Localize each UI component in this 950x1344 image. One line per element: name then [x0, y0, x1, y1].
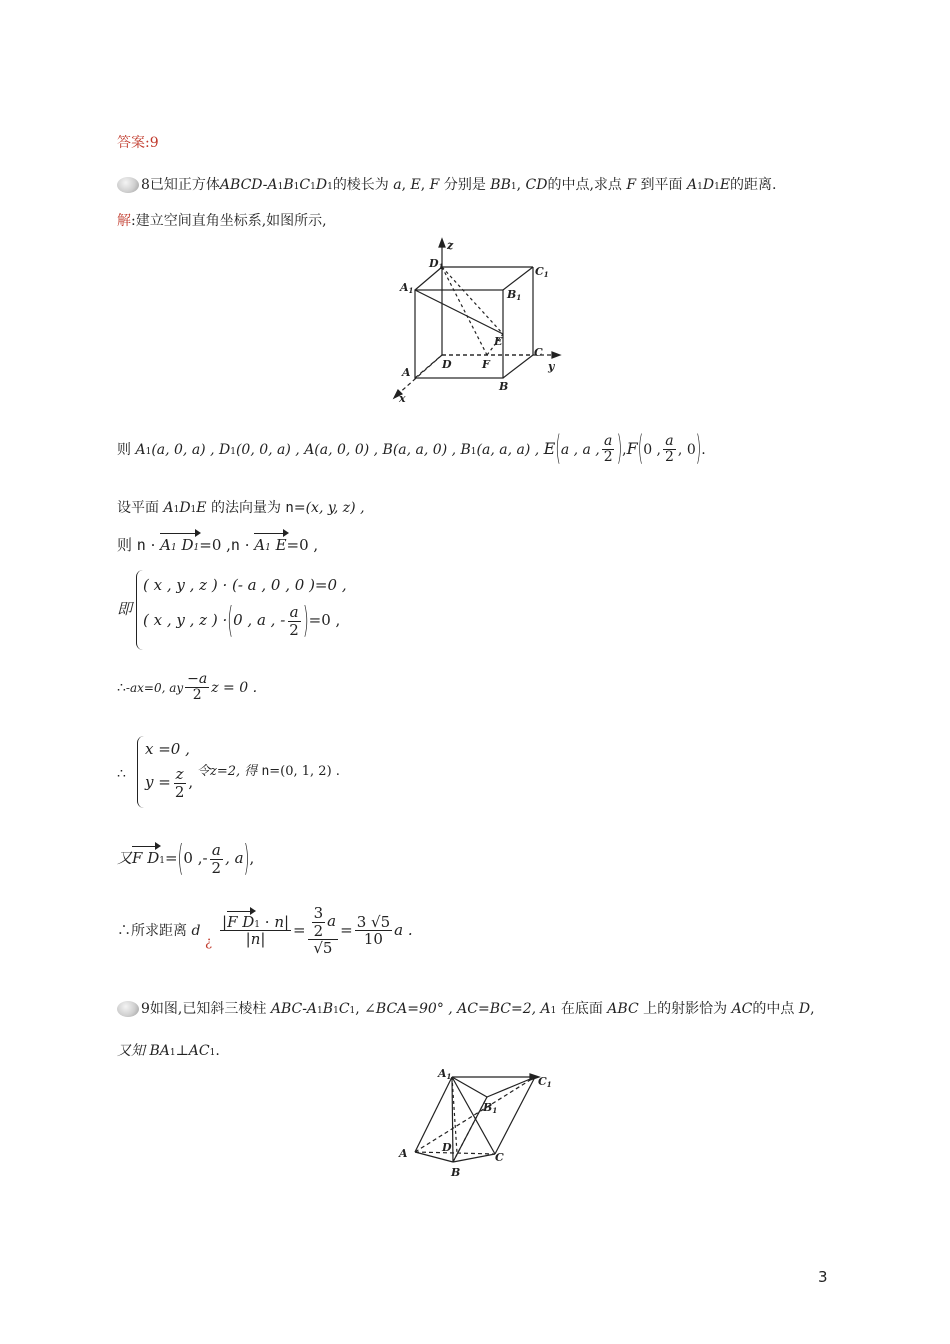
question-number: 8	[141, 177, 150, 193]
vertex-label-b1: B1	[483, 1101, 498, 1115]
system-brace-2	[137, 736, 144, 808]
vertex-label-a: A	[399, 1147, 408, 1160]
vertex-label-c1: C1	[538, 1075, 552, 1089]
question-badge-icon	[117, 177, 139, 193]
normal-vector-line: 设平面 A1D1E 的法向量为 n=(x, y, z) ,	[117, 500, 365, 516]
therefore-symbol-2: ∴	[117, 766, 126, 782]
vertex-label-c: C	[495, 1151, 504, 1164]
vertex-label-b: B	[451, 1166, 461, 1179]
dot-product-line: 则 n · A1 D1=0 ,n · A1 E=0 ,	[117, 536, 319, 554]
solution-label: 解	[117, 213, 131, 229]
axis-label-x: x	[399, 392, 406, 405]
cube-figure	[385, 235, 570, 405]
vertex-label-b: B	[499, 380, 509, 393]
prism-figure	[395, 1065, 560, 1180]
vertex-label-c1: C1	[535, 265, 549, 279]
vertex-label-d: D	[442, 1141, 452, 1154]
answer-label: 答案	[117, 135, 145, 151]
question-8: 8已知正方体ABCD-A1B1C1D1的棱长为 a, E, F 分别是 BB1, CD的中点,求点 F 到平面 A1D1E的距离.	[117, 174, 777, 194]
system2-line2: y = $\frac{z}{2}$ ,	[145, 765, 194, 801]
vertex-label-e: E	[494, 335, 503, 348]
distance-line: ∴所求距离 d	[117, 923, 201, 939]
vertex-label-c: C	[534, 346, 543, 359]
distance-formula: $\frac{\text{|F D1 · n|}}{|n|}$ = $\frac{3}{2}$ a √5 = $\frac{3 √5}{10}$ a .	[222, 904, 413, 957]
system2-line1: x =0 ,	[145, 740, 190, 758]
therefore-line-1: ∴-ax=0, ay $\frac{-a}{2}$ z = 0 .	[117, 671, 258, 704]
solution-line: 解:建立空间直角坐标系,如图所示,	[117, 213, 327, 229]
unknown-char: ¿	[205, 935, 212, 950]
vertex-label-d: D	[442, 358, 452, 371]
vertex-label-d1: D1	[429, 257, 444, 271]
axis-label-y: y	[548, 360, 555, 373]
vertex-label-a1: A1	[438, 1067, 452, 1081]
vertex-label-b1: B1	[507, 288, 522, 302]
coordinates-line: 则 A1(a, 0, a) , D1(0, 0, a) , A(a, 0, 0) , B(a, a, 0) , B1(a, a, a) , E(a , a , $\frac{a}{2}$ ),F(0 , $\frac{a}{2}$ , 0).	[117, 430, 706, 470]
ji-label: 即	[117, 600, 133, 618]
system1-line2: ( x , y , z ) ·(0 , a , - $\frac{a}{2}$ )=0 ,	[143, 598, 341, 642]
answer-value: :9	[145, 135, 159, 151]
axis-label-z: z	[447, 239, 454, 252]
vertex-label-a1: A1	[400, 281, 414, 295]
vertex-label-a: A	[402, 366, 411, 379]
question-9-line2: 又知 BA1⊥AC1.	[117, 1043, 220, 1059]
question-number: 9	[141, 1001, 150, 1017]
question-9: 9如图,已知斜三棱柱 ABC-A1B1C1, ∠BCA=90° , AC=BC=2, A1 在底面 ABC 上的射影恰为 AC的中点 D,	[117, 998, 815, 1018]
question-badge-icon	[117, 1001, 139, 1017]
system-brace-1	[136, 570, 143, 650]
page-number: 3	[818, 1268, 828, 1286]
vertex-label-f: F	[482, 358, 490, 371]
fd1-vector-line: 又F D1=(0 ,- $\frac{a}{2}$ , a),	[117, 836, 255, 880]
let-z-line: 令z=2, 得 n=(0, 1, 2) .	[197, 764, 340, 779]
answer-line	[117, 132, 159, 152]
system1-line1: ( x , y , z ) · (- a , 0 , 0 )=0 ,	[143, 576, 347, 594]
